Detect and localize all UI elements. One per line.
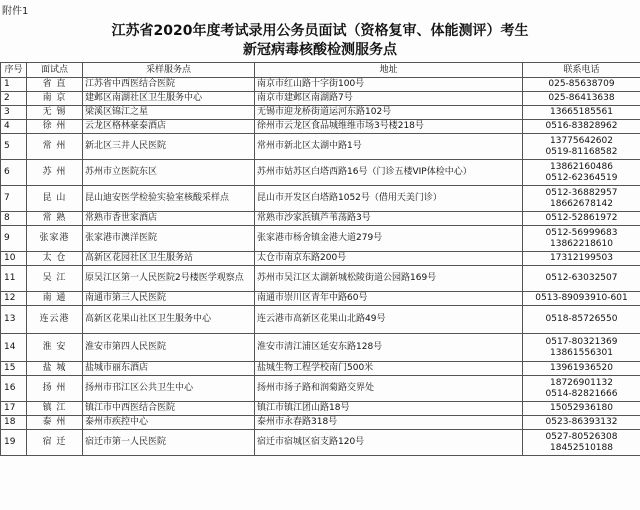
- cell-address: 太仓市南京东路200号: [255, 252, 523, 266]
- cell-phone: [523, 376, 640, 402]
- phone-number: 18662678142: [550, 198, 613, 209]
- cell-no: 5: [1, 134, 27, 160]
- cell-site: 镇江市中西医结合医院: [83, 402, 255, 416]
- cell-address: 南京市建邺区南湖路7号: [255, 92, 523, 106]
- cell-address: 常熟市沙家浜镇芦苇荡路3号: [255, 212, 523, 226]
- cell-no: 16: [1, 376, 27, 402]
- cell-site: 盐城市丽东酒店: [83, 362, 255, 376]
- cell-phone: [523, 226, 640, 252]
- cell-phone: [523, 106, 640, 120]
- cell-city: 泰 州: [27, 416, 83, 430]
- phone-number: 0527-80526308: [545, 431, 618, 442]
- cell-address: 苏州市姑苏区白塔西路16号（门诊五楼VIP体检中心）: [255, 160, 523, 186]
- phone-number: 0512-63032507: [545, 273, 618, 283]
- phone-number: 18726901132: [550, 377, 613, 388]
- table-row: [1, 362, 640, 376]
- cell-phone: [523, 92, 640, 106]
- cell-no: 13: [1, 306, 27, 334]
- phone-number: 025-86413638: [548, 93, 615, 103]
- cell-no: 2: [1, 92, 27, 106]
- table-row: [1, 402, 640, 416]
- header-site: 采样服务点: [83, 63, 255, 78]
- cell-site: 高新区花果山社区卫生服务中心: [83, 306, 255, 334]
- phone-number: 13861556301: [550, 347, 613, 358]
- cell-address: 淮安市清江浦区延安东路128号: [255, 334, 523, 362]
- cell-phone: [523, 252, 640, 266]
- phone-number: 0512-56999683: [545, 227, 618, 238]
- cell-site: 宿迁市第一人民医院: [83, 430, 255, 456]
- cell-phone: [523, 292, 640, 306]
- table-row: [1, 134, 640, 160]
- phone-number: 0512-52861972: [545, 213, 618, 223]
- cell-site: 梁溪区锦江之星: [83, 106, 255, 120]
- cell-address: 昆山市开发区白塔路1052号（借用天美门诊）: [255, 186, 523, 212]
- cell-city: 苏 州: [27, 160, 83, 186]
- cell-site: 扬州市邗江区公共卫生中心: [83, 376, 255, 402]
- cell-phone: [523, 134, 640, 160]
- cell-address: 常州市新北区太湖中路1号: [255, 134, 523, 160]
- cell-no: 3: [1, 106, 27, 120]
- cell-city: 徐 州: [27, 120, 83, 134]
- cell-city: 昆 山: [27, 186, 83, 212]
- cell-no: 6: [1, 160, 27, 186]
- header-address: 地址: [255, 63, 523, 78]
- cell-no: 12: [1, 292, 27, 306]
- cell-phone: [523, 212, 640, 226]
- cell-phone: [523, 334, 640, 362]
- cell-phone: [523, 430, 640, 456]
- phone-number: 13961936520: [550, 363, 613, 373]
- testing-sites-table: [0, 62, 640, 456]
- cell-city: 常 州: [27, 134, 83, 160]
- cell-city: 盐 城: [27, 362, 83, 376]
- cell-phone: [523, 362, 640, 376]
- cell-phone: [523, 306, 640, 334]
- phone-number: 13862160486: [550, 161, 613, 172]
- cell-address: 盐城生物工程学校南门500米: [255, 362, 523, 376]
- phone-number: 0518-85726550: [545, 314, 618, 324]
- cell-site: 原吴江区第一人民医院2号楼医学观察点: [83, 266, 255, 292]
- cell-city: 镇 江: [27, 402, 83, 416]
- cell-phone: [523, 78, 640, 92]
- cell-address: 泰州市永春路318号: [255, 416, 523, 430]
- phone-number: 0523-86393132: [545, 417, 618, 427]
- cell-address: 扬州市扬子路和润菊路交界处: [255, 376, 523, 402]
- cell-site: 云龙区格林豪泰酒店: [83, 120, 255, 134]
- cell-address: 无锡市迎龙桥街道运河东路102号: [255, 106, 523, 120]
- cell-site: 常熟市香世家酒店: [83, 212, 255, 226]
- phone-number: 0512-36882957: [545, 187, 618, 198]
- cell-address: 苏州市吴江区太湖新城松陵街道公园路169号: [255, 266, 523, 292]
- table-row: [1, 430, 640, 456]
- cell-no: 19: [1, 430, 27, 456]
- phone-number: 15052936180: [550, 403, 613, 413]
- table-row: [1, 266, 640, 292]
- cell-no: 1: [1, 78, 27, 92]
- cell-city: 吴 江: [27, 266, 83, 292]
- table-row: [1, 306, 640, 334]
- cell-no: 10: [1, 252, 27, 266]
- cell-no: 7: [1, 186, 27, 212]
- table-row: [1, 92, 640, 106]
- phone-number: 13862218610: [550, 238, 613, 249]
- cell-address: 镇江市镇江团山路18号: [255, 402, 523, 416]
- header-city: 面试点: [27, 63, 83, 78]
- cell-city: 太 仓: [27, 252, 83, 266]
- phone-number: 0512-62364519: [545, 172, 618, 183]
- table-header-row: [1, 63, 640, 78]
- cell-city: 宿 迁: [27, 430, 83, 456]
- header-phone: 联系电话: [523, 63, 640, 78]
- cell-site: 张家港市澳洋医院: [83, 226, 255, 252]
- table-row: [1, 226, 640, 252]
- title-line-2: 新冠病毒核酸检测服务点: [243, 42, 397, 58]
- cell-city: 南 京: [27, 92, 83, 106]
- cell-no: 18: [1, 416, 27, 430]
- cell-phone: [523, 266, 640, 292]
- table-row: [1, 416, 640, 430]
- table-row: [1, 160, 640, 186]
- header-no: 序号: [1, 63, 27, 78]
- attachment-label: 附件1: [2, 6, 29, 17]
- cell-city: 无 锡: [27, 106, 83, 120]
- cell-city: 南 通: [27, 292, 83, 306]
- table-row: [1, 120, 640, 134]
- cell-phone: [523, 416, 640, 430]
- cell-site: 建邺区南湖社区卫生服务中心: [83, 92, 255, 106]
- cell-phone: [523, 186, 640, 212]
- cell-address: 南京市红山路十字街100号: [255, 78, 523, 92]
- table-row: [1, 252, 640, 266]
- cell-city: 连云港: [27, 306, 83, 334]
- cell-site: 江苏省中西医结合医院: [83, 78, 255, 92]
- cell-site: 高新区花园社区卫生服务站: [83, 252, 255, 266]
- cell-no: 11: [1, 266, 27, 292]
- cell-site: 淮安市第四人民医院: [83, 334, 255, 362]
- cell-no: 4: [1, 120, 27, 134]
- cell-city: 扬 州: [27, 376, 83, 402]
- cell-no: 17: [1, 402, 27, 416]
- phone-number: 0514-82821666: [545, 388, 618, 399]
- cell-phone: [523, 402, 640, 416]
- table-row: [1, 292, 640, 306]
- table-row: [1, 186, 640, 212]
- cell-address: 宿迁市宿城区宿支路120号: [255, 430, 523, 456]
- cell-city: 省 直: [27, 78, 83, 92]
- cell-site: 苏州市立医院东区: [83, 160, 255, 186]
- cell-phone: [523, 120, 640, 134]
- cell-address: 徐州市云龙区食品城维维市场3号楼218号: [255, 120, 523, 134]
- cell-address: 南通市崇川区青年中路60号: [255, 292, 523, 306]
- cell-site: 新北区三井人民医院: [83, 134, 255, 160]
- table-row: [1, 334, 640, 362]
- phone-number: 17312199503: [550, 253, 613, 263]
- phone-number: 025-85638709: [548, 79, 615, 89]
- table-row: [1, 106, 640, 120]
- phone-number: 0517-80321369: [545, 336, 618, 347]
- cell-no: 8: [1, 212, 27, 226]
- phone-number: 0513-89093910-601: [535, 293, 628, 303]
- cell-city: 张家港: [27, 226, 83, 252]
- table-row: [1, 212, 640, 226]
- phone-number: 0516-83828962: [545, 121, 618, 131]
- title-line-1: 江苏省2020年度考试录用公务员面试（资格复审、体能测评）考生: [111, 23, 529, 39]
- cell-site: 昆山迪安医学检验实验室核酸采样点: [83, 186, 255, 212]
- phone-number: 18452510188: [550, 442, 613, 453]
- cell-site: 南通市第三人民医院: [83, 292, 255, 306]
- cell-no: 14: [1, 334, 27, 362]
- cell-phone: [523, 160, 640, 186]
- cell-no: 9: [1, 226, 27, 252]
- table-row: [1, 376, 640, 402]
- table-row: [1, 78, 640, 92]
- cell-city: 常 熟: [27, 212, 83, 226]
- cell-site: 泰州市疾控中心: [83, 416, 255, 430]
- cell-address: 张家港市杨舍镇金港大道279号: [255, 226, 523, 252]
- document-title: [0, 22, 640, 60]
- phone-number: 13665185561: [550, 107, 613, 117]
- cell-no: 15: [1, 362, 27, 376]
- phone-number: 0519-81168582: [545, 146, 618, 157]
- cell-city: 淮 安: [27, 334, 83, 362]
- cell-address: 连云港市高新区花果山北路49号: [255, 306, 523, 334]
- phone-number: 13775642602: [550, 135, 613, 146]
